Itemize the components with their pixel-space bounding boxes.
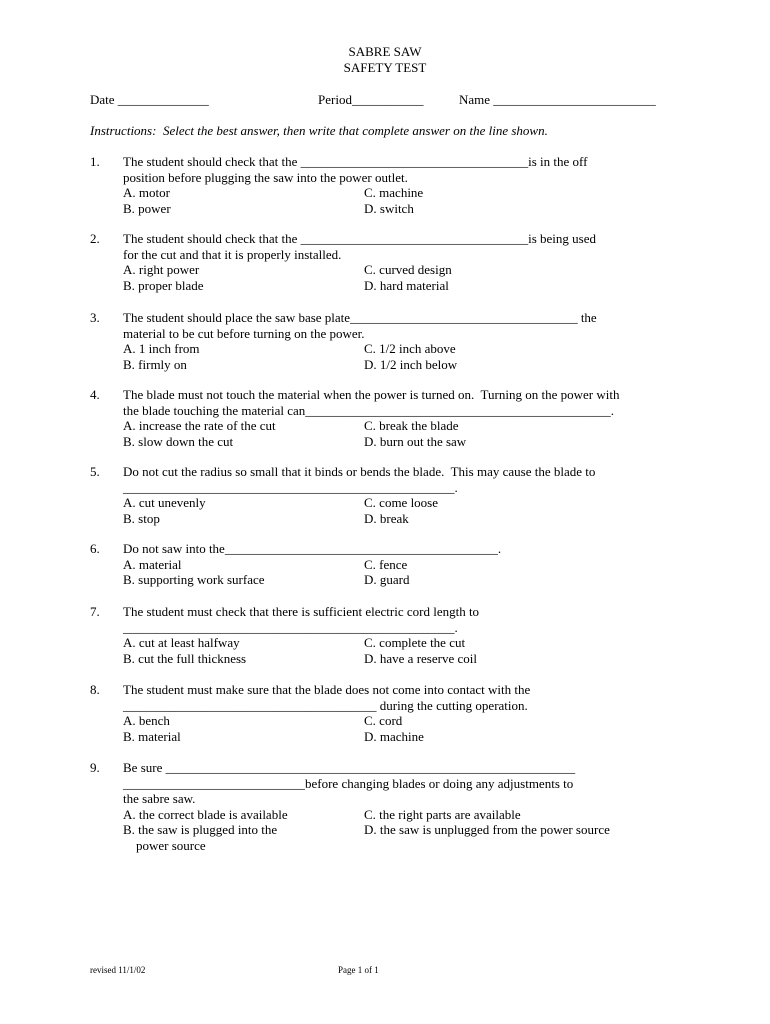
- question-number: 4.: [90, 387, 100, 402]
- answer-options-row: [123, 341, 690, 357]
- question-text-line: The student should place the saw base plate___________________________________ the: [123, 310, 597, 325]
- answer-options-row: [123, 185, 690, 201]
- question-8: [90, 682, 690, 744]
- answer-option: B. firmly on: [123, 356, 187, 372]
- question-body: [123, 541, 690, 588]
- question-number: 5.: [90, 464, 100, 479]
- answer-option: A. the correct blade is available: [123, 806, 288, 822]
- question-body: [123, 604, 690, 666]
- answer-option: B. material: [123, 728, 181, 744]
- question-text-line: The blade must not touch the material when the power is turned on. Turning on the power with: [123, 387, 620, 402]
- answer-option: C. curved design: [364, 262, 452, 278]
- answer-options-row: [123, 201, 690, 217]
- instructions: Instructions: Select the best answer, then write that complete answer on the line shown.: [90, 123, 548, 138]
- answer-options-row: [123, 635, 690, 651]
- answer-options-row: [123, 807, 690, 823]
- answer-options-row: [123, 278, 690, 294]
- answer-option: D. 1/2 inch below: [364, 356, 458, 372]
- answer-option: A. increase the rate of the cut: [123, 418, 276, 434]
- question-9: [90, 760, 690, 854]
- question-text-line: material to be cut before turning on the power.: [123, 325, 365, 341]
- name-field: Name _________________________: [459, 92, 656, 107]
- answer-option: C. come loose: [364, 495, 439, 511]
- question-7: [90, 604, 690, 666]
- answer-option: D. switch: [364, 200, 414, 216]
- question-number: 2.: [90, 231, 100, 246]
- answer-options-row: [123, 434, 690, 450]
- date-field: Date ______________: [90, 92, 209, 107]
- question-4: [90, 387, 690, 449]
- question-number: 8.: [90, 682, 100, 697]
- question-number: 6.: [90, 541, 100, 556]
- answer-option: C. cord: [364, 713, 403, 729]
- question-text-line: The student must make sure that the blade does not come into contact with the: [123, 682, 531, 697]
- answer-options-row: [123, 838, 690, 854]
- revised-date: revised 11/1/02: [90, 965, 146, 975]
- answer-option: A. right power: [123, 262, 200, 278]
- question-number: 3.: [90, 310, 100, 325]
- question-text-line: The student must check that there is sufficient electric cord length to: [123, 604, 480, 619]
- answer-option: C. complete the cut: [364, 635, 466, 651]
- answer-option: C. machine: [364, 185, 424, 201]
- question-body: [123, 760, 690, 854]
- answer-option: B. stop: [123, 510, 160, 526]
- question-2: [90, 231, 690, 293]
- question-text-line: ___________________________________________________.: [123, 619, 458, 635]
- page-number: Page 1 of 1: [338, 965, 379, 975]
- answer-option: B. slow down the cut: [123, 433, 234, 449]
- answer-option: power source: [123, 837, 206, 853]
- answer-options-row: [123, 511, 690, 527]
- answer-options-row: [123, 495, 690, 511]
- question-body: [123, 231, 690, 293]
- answer-option: A. cut at least halfway: [123, 635, 240, 651]
- question-text-line: Do not cut the radius so small that it binds or bends the blade. This may cause the blade to: [123, 464, 596, 479]
- answer-option: C. fence: [364, 556, 408, 572]
- question-text-line: the sabre saw.: [123, 791, 196, 807]
- question-text-line: The student should check that the ___________________________________is being used: [123, 231, 597, 246]
- question-1: [90, 154, 690, 216]
- answer-option: A. bench: [123, 713, 170, 729]
- answer-options-row: [123, 822, 690, 838]
- question-text-line: for the cut and that it is properly installed.: [123, 246, 342, 262]
- answer-option: B. supporting work surface: [123, 572, 265, 588]
- question-text-line: Be sure _______________________________________________________________: [123, 760, 576, 775]
- question-number: 9.: [90, 760, 100, 775]
- answer-option: B. the saw is plugged into the: [123, 822, 278, 838]
- test-title: [0, 44, 770, 76]
- answer-options-row: [123, 418, 690, 434]
- question-6: [90, 541, 690, 588]
- title-line-1: SABRE SAW: [348, 44, 422, 59]
- question-body: [123, 387, 690, 449]
- question-number: 1.: [90, 154, 100, 169]
- answer-option: D. guard: [364, 572, 410, 588]
- answer-option: A. motor: [123, 185, 170, 201]
- answer-options-row: [123, 713, 690, 729]
- question-text-line: ___________________________________________________.: [123, 479, 458, 495]
- answer-option: B. power: [123, 200, 171, 216]
- question-text-line: the blade touching the material can_______________________________________________.: [123, 402, 615, 418]
- answer-options-row: [123, 557, 690, 573]
- answer-option: A. material: [123, 556, 182, 572]
- question-5: [90, 464, 690, 526]
- answer-options-row: [123, 651, 690, 667]
- answer-option: C. the right parts are available: [364, 806, 521, 822]
- question-body: [123, 682, 690, 744]
- question-3: [90, 310, 690, 372]
- question-text-line: position before plugging the saw into the power outlet.: [123, 169, 408, 185]
- period-field: Period___________: [318, 92, 424, 107]
- title-line-2: SAFETY TEST: [343, 60, 427, 75]
- answer-option: D. break: [364, 510, 409, 526]
- answer-options-row: [123, 262, 690, 278]
- answer-option: B. proper blade: [123, 277, 204, 293]
- question-number: 7.: [90, 604, 100, 619]
- answer-option: C. break the blade: [364, 418, 459, 434]
- answer-option: A. cut unevenly: [123, 495, 206, 511]
- answer-options-row: [123, 357, 690, 373]
- answer-options-row: [123, 572, 690, 588]
- answer-option: D. the saw is unplugged from the power source: [364, 822, 610, 838]
- answer-option: D. machine: [364, 728, 424, 744]
- question-body: [123, 310, 690, 372]
- answer-option: D. burn out the saw: [364, 433, 467, 449]
- answer-options-row: [123, 729, 690, 745]
- question-body: [123, 464, 690, 526]
- answer-option: D. have a reserve coil: [364, 650, 477, 666]
- question-text-line: _______________________________________ during the cutting operation.: [123, 697, 528, 713]
- question-text-line: The student should check that the ___________________________________is in the off: [123, 154, 588, 169]
- answer-option: B. cut the full thickness: [123, 650, 247, 666]
- question-text-line: Do not saw into the__________________________________________.: [123, 541, 502, 556]
- question-body: [123, 154, 690, 216]
- answer-option: A. 1 inch from: [123, 341, 200, 357]
- answer-option: D. hard material: [364, 277, 449, 293]
- answer-option: C. 1/2 inch above: [364, 341, 456, 357]
- question-text-line: ____________________________before changing blades or doing any adjustments to: [123, 775, 574, 791]
